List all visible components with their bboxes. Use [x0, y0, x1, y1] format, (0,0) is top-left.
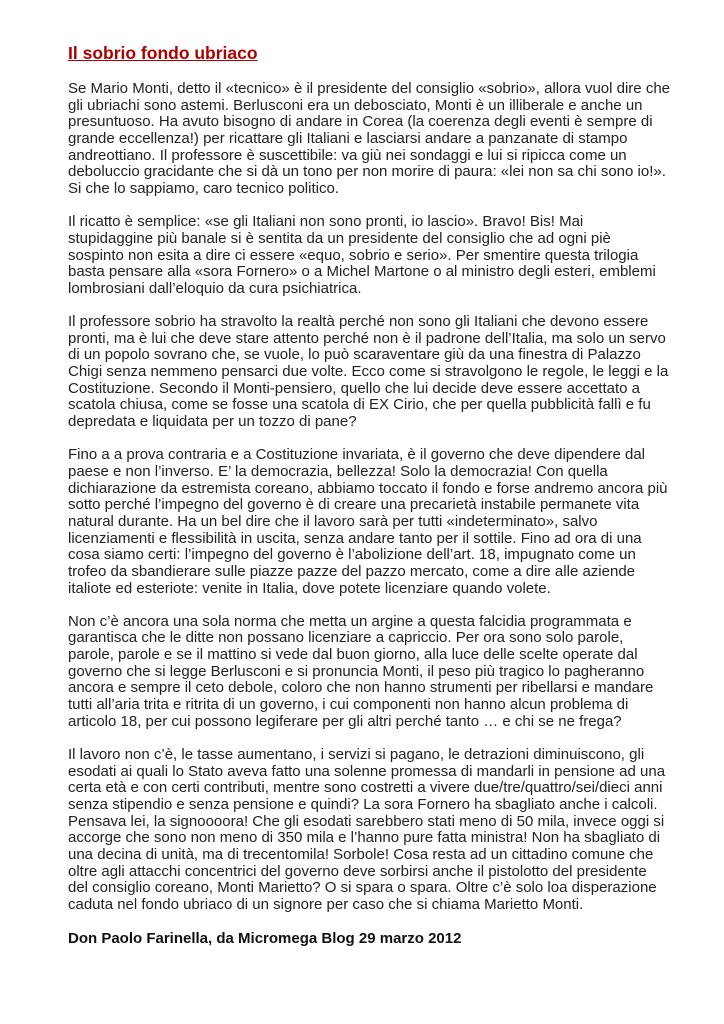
- text-line: pronti, ma è lui che deve stare attento perché non è il padrone dell’Italia, ma solo un servo: [68, 329, 666, 347]
- text-line: tutti all’aria trita e ritrita di un governo, i cui componenti non hanno alcun problema di: [68, 696, 629, 714]
- text-line: oltre agli attacchi concentrici del governo deve sorbirsi anche il pistolotto del presidente: [68, 862, 647, 880]
- text-line: ancora e sempre il ceto debole, coloro che non hanno strumenti per ribellarsi e mandare: [68, 679, 654, 697]
- text-line: accorge che sono non meno di 350 mila e l’hanno pure fatta ministra! Non ha sbagliato di: [68, 829, 661, 847]
- text-line: Se Mario Monti, detto il «tecnico» è il presidente del consiglio «sobrio», allora vuol dire che: [68, 80, 670, 97]
- text-line: sotto perché l’impegno del governo è di creare una precarietà instabile permanete vita: [68, 496, 640, 514]
- text-line: Costituzione. Secondo il Monti-pensiero, quello che lui decide deve essere accettato a: [68, 379, 641, 397]
- text-line: Il lavoro non c’è, le tasse aumentano, i servizi si pagano, le detrazioni diminuiscono, gli: [68, 745, 645, 763]
- paragraph: [68, 614, 718, 731]
- text-line: stupidaggine più banale si è sentita da un presidente del consiglio che ad ogni piè: [68, 229, 611, 247]
- text-line: del consiglio coreano, Monti Marietto? O si spara o spara. Oltre c’è solo loa disperazione: [68, 879, 657, 897]
- text-line: italiote ed esteriote: venite in Italia, dove potete licenziare quando volete.: [68, 579, 551, 597]
- paragraph: [68, 81, 718, 198]
- paragraph: [68, 214, 718, 297]
- text-line: Pensava lei, la signoooora! Che gli esodati sarebbero stati meno di 50 mila, invece oggi si: [68, 812, 665, 830]
- paragraph: [68, 447, 718, 597]
- text-line: caduta nel fondo ubriaco di un signore per caso che si chiama Marietto Monti.: [68, 895, 584, 913]
- text-line: trofeo da sbandierare sulle piazze pazze del pazzo mercato, come a dire alle aziende: [68, 562, 635, 580]
- text-line: Il professore sobrio ha stravolto la realtà perché non sono gli Italiani che devono essere: [68, 313, 649, 331]
- text-line: depredata e liquidata per un tozzo di pane?: [68, 413, 357, 430]
- text-line: una decina di unità, ma di trecentomila! Sorbole! Cosa resta ad un cittadino comune che: [68, 845, 654, 863]
- text-line: scatola chiusa, come se fosse una scatola di EX Cirio, che per quella pubblicità fallì e fu: [68, 396, 651, 414]
- text-line: natural durante. Ha un bel dire che il lavoro sarà per tutti «indeterminato», salvo: [68, 512, 598, 530]
- paragraph: [68, 314, 718, 431]
- text-line: senza stipendio e senza pensione e quindi? La sora Fornero ha sbagliato anche i calcoli.: [68, 795, 658, 813]
- text-line: deboluccio gracidante che si dà un tono per non morire di paura: «lei non sa chi sono io!».: [68, 163, 666, 181]
- text-line: certa età e con certi contributi, mentre sono costretti a vivere due/tre/quattro/sei/dieci anni: [68, 779, 663, 797]
- paragraph: [68, 747, 718, 914]
- signature: Don Paolo Farinella, da Micromega Blog 29 marzo 2012: [68, 930, 462, 948]
- text-line: gli ubriachi sono astemi. Berlusconi era un debosciato, Monti è un illiberale e anche un: [68, 96, 643, 114]
- text-line: garantisca che le ditte non possano licenziare a capriccio. Per ora sono solo parole,: [68, 629, 624, 647]
- text-line: dichiarazione da estremista coreano, abbiamo toccato il fondo e forse andremo ancora più: [68, 479, 668, 497]
- text-line: governo che si legge Berlusconi e si pronuncia Monti, il peso più tragico lo pagheranno: [68, 662, 645, 680]
- text-line: Chigi senza nemmeno pensarci due volte. Ecco come si stravolgono le regole, le leggi e la: [68, 363, 669, 381]
- text-line: cosa siamo certi: l’impegno del governo è l’abolizione dell’art. 18, impugnato come un: [68, 546, 636, 564]
- text-line: presuntuoso. Ha avuto bisogno di andare in Corea (la coerenza degli eventi è sempre di: [68, 113, 653, 131]
- text-line: lombrosiani dall’eloquio da cura psichiatrica.: [68, 279, 362, 297]
- text-line: basta pensare alla «sora Fornero» o a Michel Martone o al ministro degli esteri, emblemi: [68, 263, 656, 281]
- text-line: di un popolo sovrano che, se vuole, lo può scaraventare giù da una finestra di Palazzo: [68, 346, 641, 364]
- text-line: paese e non l’inverso. E’ la democrazia, bellezza! Solo la democrazia! Con quella: [68, 462, 608, 480]
- article-title: Il sobrio fondo ubriaco: [68, 43, 258, 63]
- text-line: andreottiano. Il professore è suscettibile: va giù nei sondaggi e lui si ripicca come un: [68, 146, 627, 164]
- article-body: [68, 81, 718, 914]
- text-line: Il ricatto è semplice: «se gli Italiani non sono pronti, io lascio». Bravo! Bis! Mai: [68, 213, 584, 231]
- text-line: articolo 18, per cui possono legiferare per gli altri perché tanto … e chi se ne frega?: [68, 712, 622, 730]
- text-line: grande eccellenza!) per ricattare gli Italiani e lasciarsi andare a panzanate di stampo: [68, 129, 628, 147]
- text-line: sospinto non esita a dire ci essere «equo, sobrio e serio». Per smentire questa trilogia: [68, 246, 639, 264]
- document: [68, 42, 718, 947]
- text-line: licenziamenti e flessibilità in uscita, senza andare tanto per il sottile. Fino ad ora di una: [68, 529, 642, 547]
- text-line: parole, parole e se il mattino si vede dal buon giorno, alla luce delle scelte operate dal: [68, 646, 638, 664]
- text-line: Fino a a prova contraria e a Costituzione invariata, è il governo che deve dipendere dal: [68, 446, 646, 464]
- text-line: Si che lo sappiamo, caro tecnico politico.: [68, 179, 339, 197]
- text-line: esodati ai quali lo Stato aveva fatto una solenne promessa di mandarli in pensione ad una: [68, 762, 666, 780]
- text-line: Non c’è ancora una sola norma che metta un argine a questa falcidia programmata e: [68, 612, 632, 630]
